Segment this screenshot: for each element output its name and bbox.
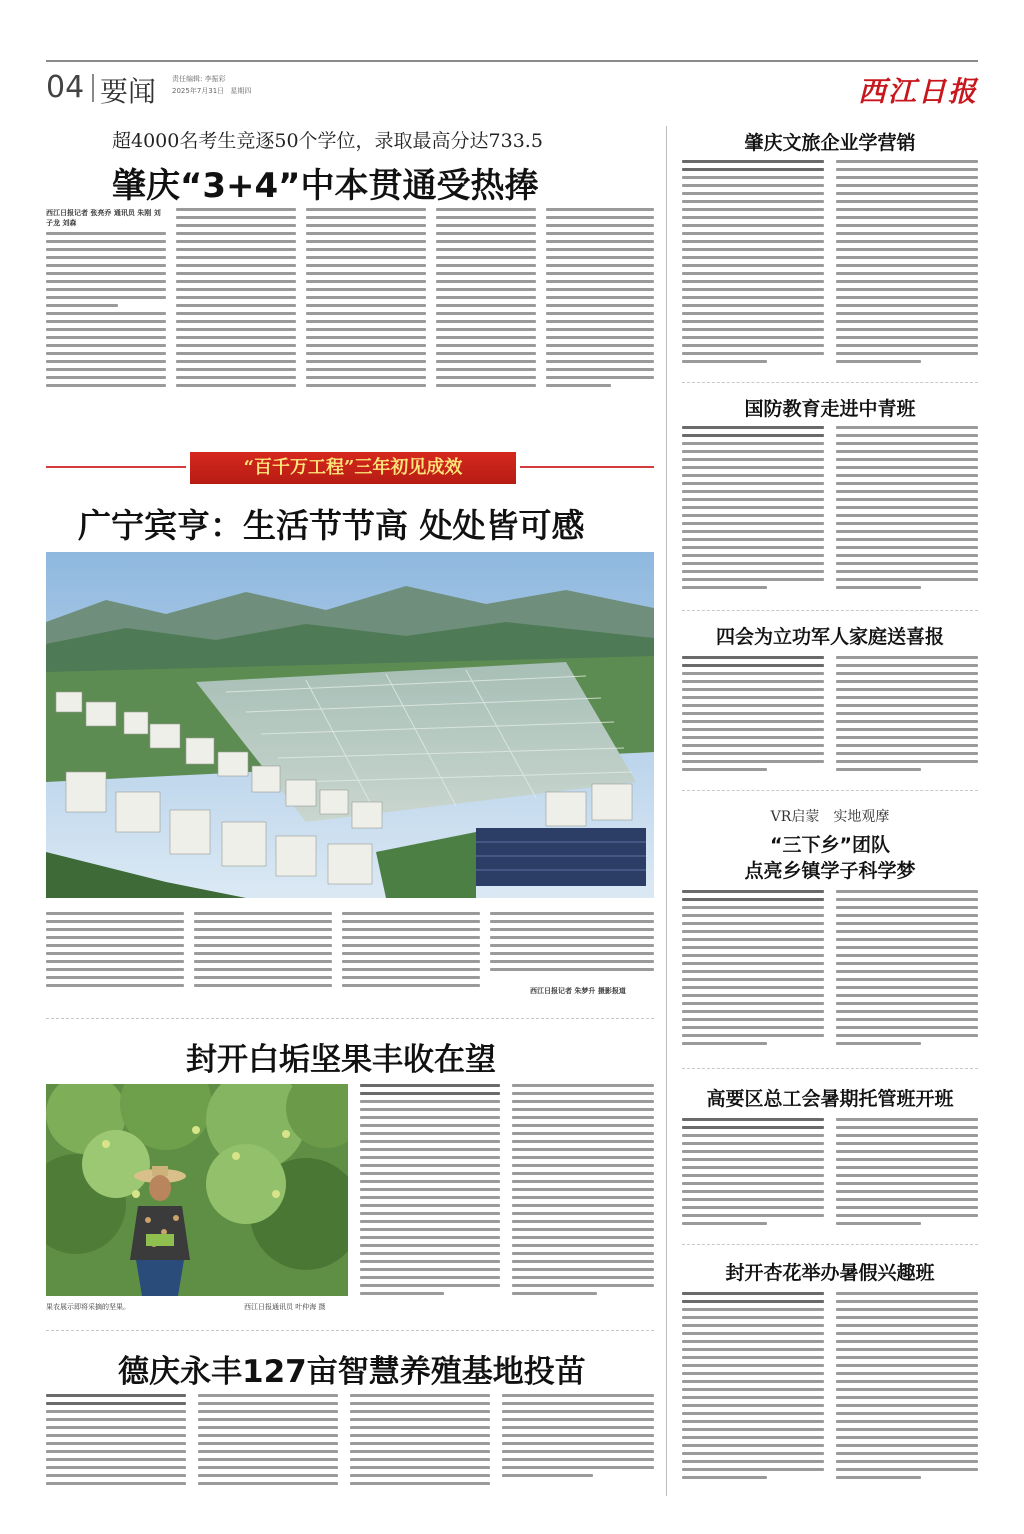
sanxiaxiang-col-1	[682, 890, 824, 1056]
banner-rule-left	[46, 466, 186, 468]
guangning-photo-credit: 西江日报记者 朱梦升 摄影报道	[530, 987, 626, 995]
zhongben-col-5	[546, 208, 654, 412]
baigou-photo-credit: 西江日报通讯员 叶仲海 摄	[244, 1303, 326, 1311]
wenlv-col-2	[836, 160, 978, 376]
deqing-title: 德庆永丰127亩智慧养殖基地投苗	[118, 1354, 586, 1390]
deqing-col-1	[46, 1394, 186, 1490]
weekday: 星期四	[230, 87, 252, 95]
sidebar-divider-3	[682, 790, 978, 791]
deqing-col-3	[350, 1394, 490, 1490]
section-divider-2	[46, 1330, 654, 1331]
gaoyao-col-1	[682, 1118, 824, 1234]
zhongben-col-1	[46, 232, 166, 412]
baigou-col-2	[512, 1084, 654, 1310]
column-divider	[666, 126, 667, 1496]
section-divider-1	[46, 1018, 654, 1019]
masthead-rule	[46, 60, 978, 62]
sidebar-divider-4	[682, 1068, 978, 1069]
guangning-banner: “百千万工程”三年初见成效	[190, 452, 516, 484]
masthead-separator	[92, 74, 94, 102]
date-line	[172, 86, 251, 96]
sidebar-title-guofang: 国防教育走进中青班	[744, 398, 916, 420]
guofang-col-1	[682, 426, 824, 602]
sanxiaxiang-title-line1: “三下乡”团队	[770, 834, 890, 856]
guangning-col-4	[490, 912, 654, 982]
baigou-col-1	[360, 1084, 500, 1310]
gaoyao-col-2	[836, 1118, 978, 1234]
banner-rule-right	[520, 466, 654, 468]
zhongben-subtitle: 超4000名考生竞逐50个学位，录取最高分达733.5	[112, 130, 543, 152]
sidebar-title-gaoyao: 高要区总工会暑期托管班开班	[706, 1088, 954, 1110]
sidebar-divider-1	[682, 382, 978, 383]
sihui-col-2	[836, 656, 978, 778]
baigou-title: 封开白垢坚果丰收在望	[186, 1042, 496, 1078]
sidebar-divider-2	[682, 610, 978, 611]
xinghua-col-2	[836, 1292, 978, 1490]
section-name: 要闻	[100, 75, 157, 108]
guangning-col-3	[342, 912, 480, 996]
farmer-photo	[46, 1084, 348, 1296]
sidebar-title-xinghua: 封开杏花举办暑假兴趣班	[725, 1262, 935, 1284]
sidebar-title-sihui: 四会为立功军人家庭送喜报	[715, 626, 944, 648]
sihui-col-1	[682, 656, 824, 778]
sanxiaxiang-kicker: VR启蒙 实地观摩	[770, 809, 890, 825]
zhongben-title: 肇庆“3+4”中本贯通受热捧	[112, 166, 539, 206]
sanxiaxiang-col-2	[836, 890, 978, 1056]
guofang-col-2	[836, 426, 978, 602]
page-number: 04	[46, 70, 85, 105]
guangning-title: 广宁宾亨：生活节节高 处处皆可感	[78, 506, 585, 545]
sidebar-divider-5	[682, 1244, 978, 1245]
deqing-col-2	[198, 1394, 338, 1490]
editor-line: 责任编辑: 李振彩	[172, 75, 226, 83]
zhongben-col-3	[306, 208, 426, 412]
xinghua-col-1	[682, 1292, 824, 1490]
zhongben-byline: 西江日报记者 张亮乔 通讯员 朱刚 刘子龙 刘森	[46, 209, 161, 227]
guangning-col-1	[46, 912, 184, 996]
paper-logo: 西江日报	[857, 75, 978, 108]
wenlv-col-1	[682, 160, 824, 376]
date: 2025年7月31日	[172, 87, 225, 95]
deqing-col-4	[502, 1394, 654, 1490]
zhongben-col-4	[436, 208, 536, 412]
sanxiaxiang-title-line2: 点亮乡镇学子科学梦	[744, 860, 916, 882]
sidebar-title-wenlv: 肇庆文旅企业学营销	[744, 132, 916, 154]
guangning-col-2	[194, 912, 332, 996]
village-aerial-photo	[46, 552, 654, 898]
baigou-caption: 果农展示即将采摘的坚果。	[46, 1303, 130, 1311]
zhongben-col-2	[176, 208, 296, 412]
